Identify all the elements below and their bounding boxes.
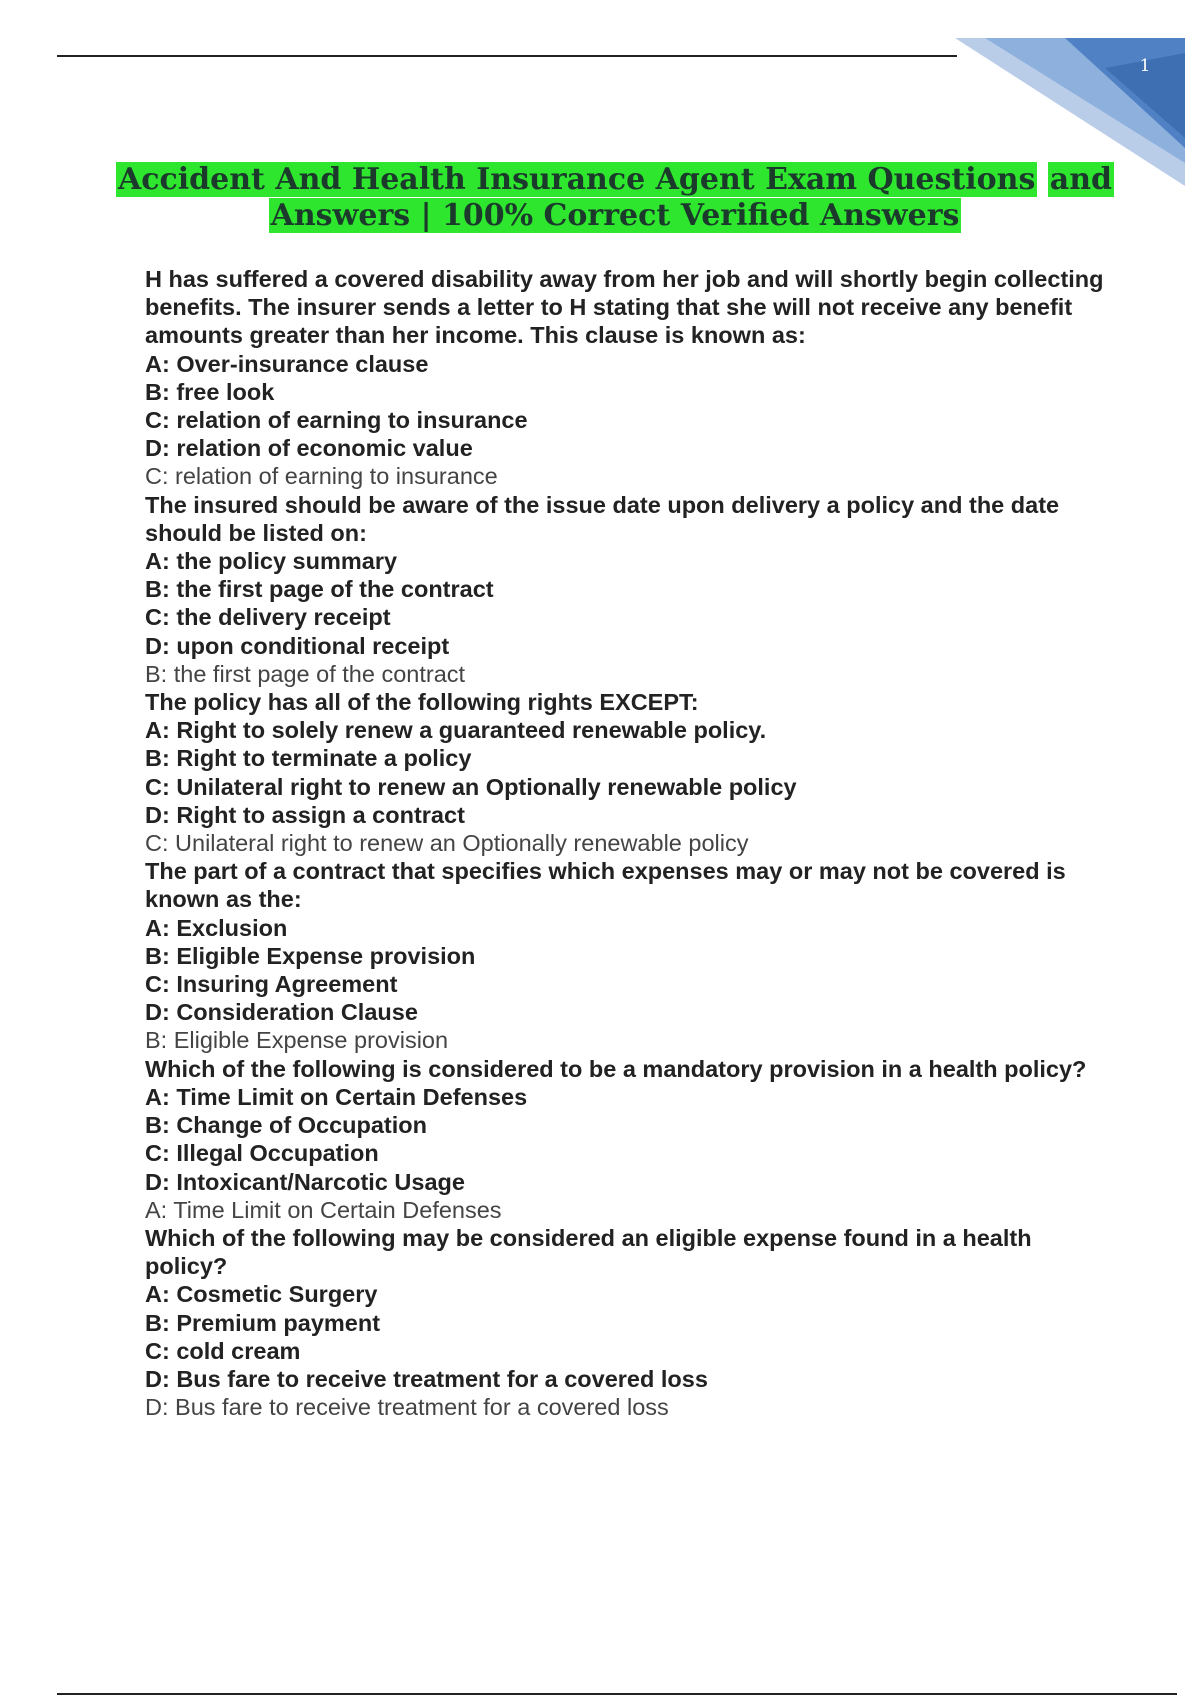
question-text: H has suffered a covered disability away from her job and will shortly begin collecting benefits. The insurer sends a letter to H stating that she will not receive any benefit amounts greater than her income. This clause is known as: xyxy=(145,266,1104,349)
option-c: C: Illegal Occupation xyxy=(145,1140,379,1167)
option-b: B: Eligible Expense provision xyxy=(145,942,476,969)
title-line1-part1: Accident And Health Insurance Agent Exam Questions xyxy=(117,162,1036,197)
option-d: D: Right to assign a contract xyxy=(145,801,465,828)
option-a: A: Cosmetic Surgery xyxy=(145,1281,378,1308)
option-d: D: Bus fare to receive treatment for a covered loss xyxy=(145,1365,708,1392)
option-b: B: Change of Occupation xyxy=(145,1112,427,1139)
title-line1-part2: and xyxy=(1049,162,1113,197)
header-rule xyxy=(57,55,957,57)
option-a: A: Time Limit on Certain Defenses xyxy=(145,1083,528,1110)
option-c: C: the delivery receipt xyxy=(145,604,391,631)
question-text: Which of the following may be considered an eligible expense found in a health policy? xyxy=(145,1224,1032,1280)
question-text: The policy has all of the following rights EXCEPT: xyxy=(145,689,699,716)
option-b: B: Right to terminate a policy xyxy=(145,745,472,772)
option-a: A: Right to solely renew a guaranteed renewable policy. xyxy=(145,717,767,744)
option-d: D: upon conditional receipt xyxy=(145,632,450,659)
page-number: 1 xyxy=(1139,56,1151,76)
option-c: C: relation of earning to insurance xyxy=(145,407,528,434)
qa-item xyxy=(145,1224,1105,1421)
answer-text: A: Time Limit on Certain Defenses xyxy=(145,1196,502,1223)
option-c: C: Insuring Agreement xyxy=(145,971,398,998)
option-c: C: Unilateral right to renew an Optionally renewable policy xyxy=(145,773,797,800)
answer-text: B: Eligible Expense provision xyxy=(145,1027,449,1054)
option-a: A: Over-insurance clause xyxy=(145,350,429,377)
question-text: The insured should be aware of the issue date upon delivery a policy and the date should be listed on: xyxy=(145,491,1060,546)
qa-item xyxy=(145,857,1105,1054)
qa-list xyxy=(145,265,1105,1421)
question-text: The part of a contract that specifies which expenses may or may not be covered is known as the: xyxy=(145,858,1066,913)
answer-text: C: relation of earning to insurance xyxy=(145,463,498,490)
qa-item xyxy=(145,491,1105,688)
option-b: B: the first page of the contract xyxy=(145,576,494,603)
option-a: A: Exclusion xyxy=(145,914,288,941)
qa-item xyxy=(145,265,1105,491)
option-d: D: Consideration Clause xyxy=(145,999,418,1026)
title-line2: Answers | 100% Correct Verified Answers xyxy=(270,198,960,233)
question-text: Which of the following is considered to be a mandatory provision in a health policy? xyxy=(145,1055,1087,1082)
footer-rule xyxy=(57,1693,1177,1695)
option-c: C: cold cream xyxy=(145,1337,301,1364)
answer-text: D: Bus fare to receive treatment for a covered loss xyxy=(145,1394,669,1421)
option-d: D: relation of economic value xyxy=(145,435,473,462)
answer-text: B: the first page of the contract xyxy=(145,660,466,687)
option-d: D: Intoxicant/Narcotic Usage xyxy=(145,1168,465,1195)
document-title xyxy=(60,162,1170,234)
option-a: A: the policy summary xyxy=(145,548,398,575)
option-b: B: free look xyxy=(145,378,275,405)
answer-text: C: Unilateral right to renew an Optionally renewable policy xyxy=(145,830,749,857)
option-b: B: Premium payment xyxy=(145,1309,381,1336)
qa-item xyxy=(145,1055,1105,1224)
qa-item xyxy=(145,688,1105,857)
